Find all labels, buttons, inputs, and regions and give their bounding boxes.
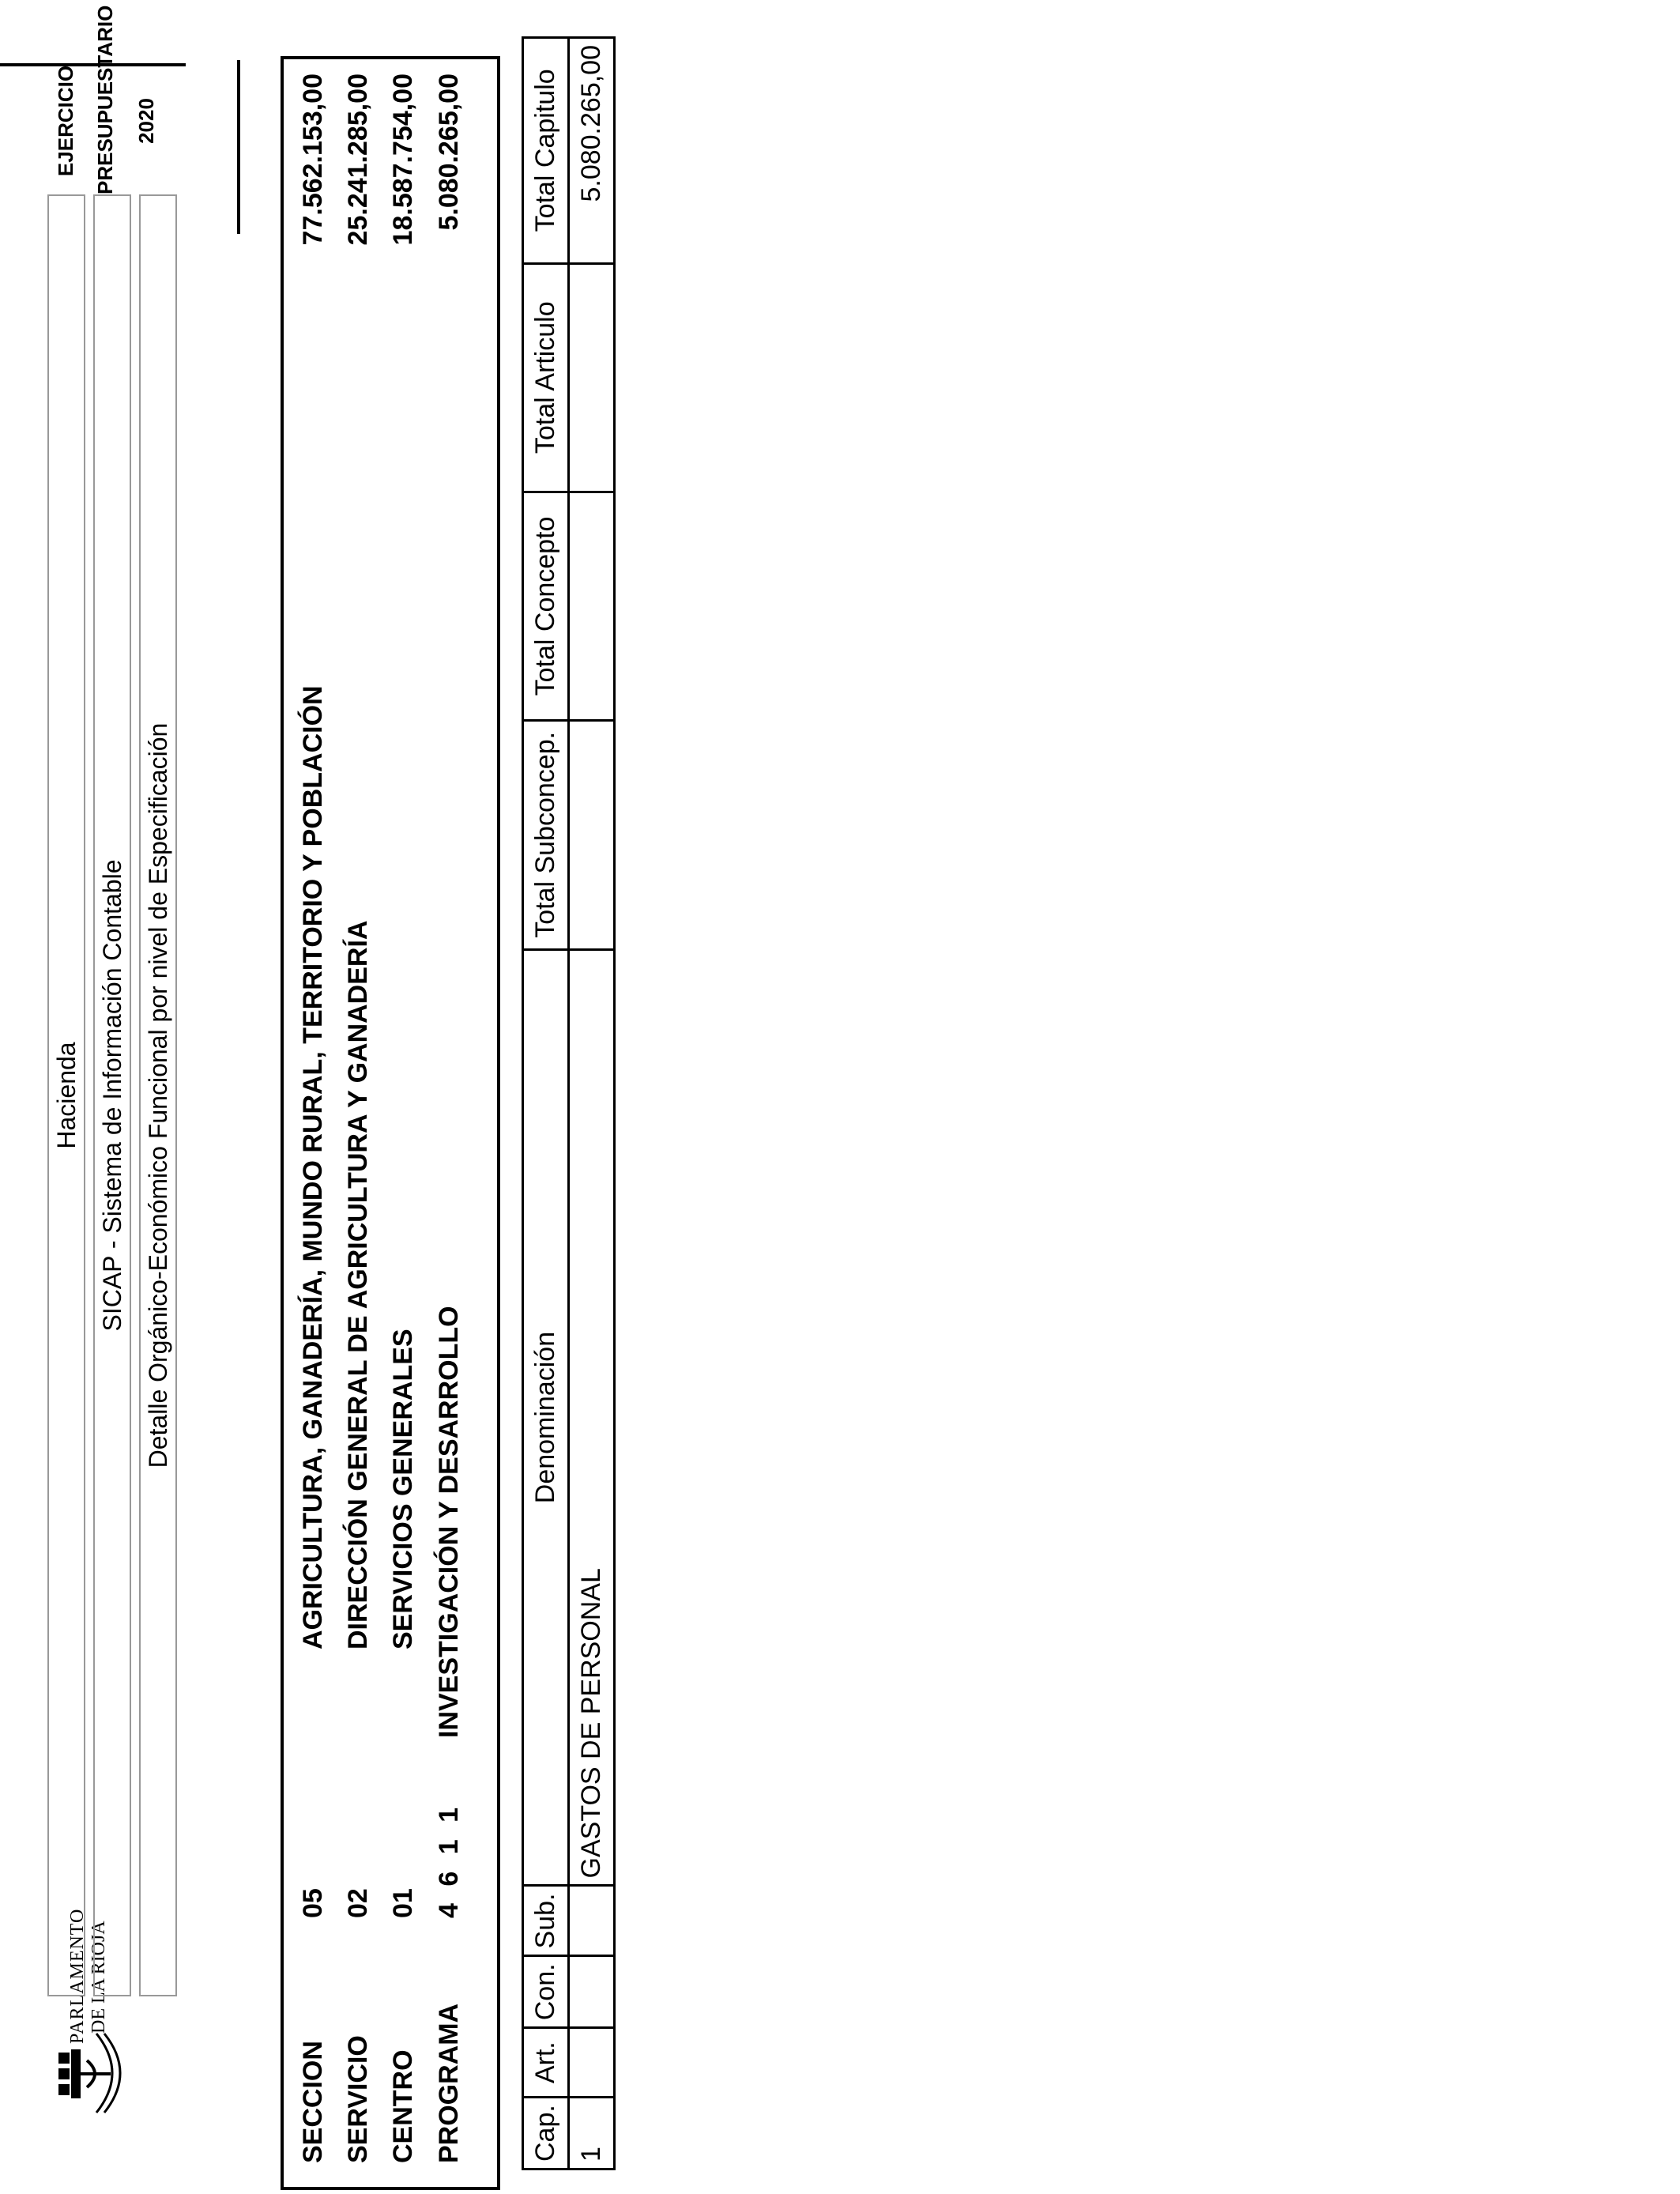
programa-amount: 5.080.265,00 xyxy=(434,74,464,231)
servicio-amount: 25.241.285,00 xyxy=(343,74,373,246)
col-header-con: Con. xyxy=(523,1956,569,2028)
report-header xyxy=(0,5,186,2194)
cell-total-articulo xyxy=(569,263,615,492)
col-header-total-articulo: Total Articulo xyxy=(523,263,569,492)
cell-total-concepto xyxy=(569,492,615,720)
centro-name: SERVICIOS GENERALES xyxy=(388,1329,418,1649)
logo-line2: DE LA RIOJA xyxy=(89,1921,109,2034)
table-row xyxy=(569,38,615,2169)
header-line-2: SICAP - Sistema de Información Contable xyxy=(93,194,131,1996)
budget-detail-table xyxy=(522,36,616,2170)
programa-code: 4 6 1 1 xyxy=(434,1803,464,1918)
cell-con xyxy=(569,1956,615,2028)
logo-line1: PARLAMENTO xyxy=(67,1908,88,2044)
seccion-amount: 77.562.153,00 xyxy=(298,74,328,246)
header-line-3: Detalle Orgánico-Económico Funcional por nivel de Especificación xyxy=(139,194,177,1996)
presupuestario-label: PRESUPUESTARIO xyxy=(93,5,117,194)
header-line-1: Hacienda xyxy=(47,194,85,1996)
col-header-total-concepto: Total Concepto xyxy=(523,492,569,720)
col-header-total-capitulo: Total Capitulo xyxy=(523,38,569,264)
programa-label: PROGRAMA xyxy=(434,2003,464,2163)
col-header-art: Art. xyxy=(523,2028,569,2098)
programa-name: INVESTIGACIÓN Y DESARROLLO xyxy=(434,1306,464,1738)
organizational-panel xyxy=(281,56,500,2190)
cell-total-capitulo: 5.080.265,00 xyxy=(569,38,615,264)
cell-total-subconcepto xyxy=(569,721,615,950)
centro-code: 01 xyxy=(388,1888,418,1918)
cell-cap: 1 xyxy=(569,2098,615,2169)
col-header-cap: Cap. xyxy=(523,2098,569,2169)
seccion-name: AGRICULTURA, GANADERÍA, MUNDO RURAL, TERRITORIO Y POBLACIÓN xyxy=(298,685,328,1649)
col-header-sub: Sub. xyxy=(523,1886,569,1956)
servicio-code: 02 xyxy=(343,1888,373,1918)
table-header-row xyxy=(523,38,569,2169)
col-header-denominacion: Denominación xyxy=(523,949,569,1886)
centro-label: CENTRO xyxy=(388,2049,418,2163)
year: 2020 xyxy=(134,98,158,144)
centro-amount: 18.587.754,00 xyxy=(388,74,418,246)
col-header-total-subconcepto: Total Subconcep. xyxy=(523,721,569,950)
servicio-label: SERVICIO xyxy=(343,2035,373,2163)
cell-art xyxy=(569,2028,615,2098)
seccion-label: SECCION xyxy=(298,2041,328,2163)
ejercicio-label: EJERCICIO xyxy=(54,65,77,177)
seccion-code: 05 xyxy=(298,1888,328,1918)
cell-denominacion: GASTOS DE PERSONAL xyxy=(569,949,615,1886)
servicio-name: DIRECCIÓN GENERAL DE AGRICULTURA Y GANADERÍA xyxy=(343,920,373,1649)
cell-sub xyxy=(569,1886,615,1956)
header-divider xyxy=(237,60,240,234)
